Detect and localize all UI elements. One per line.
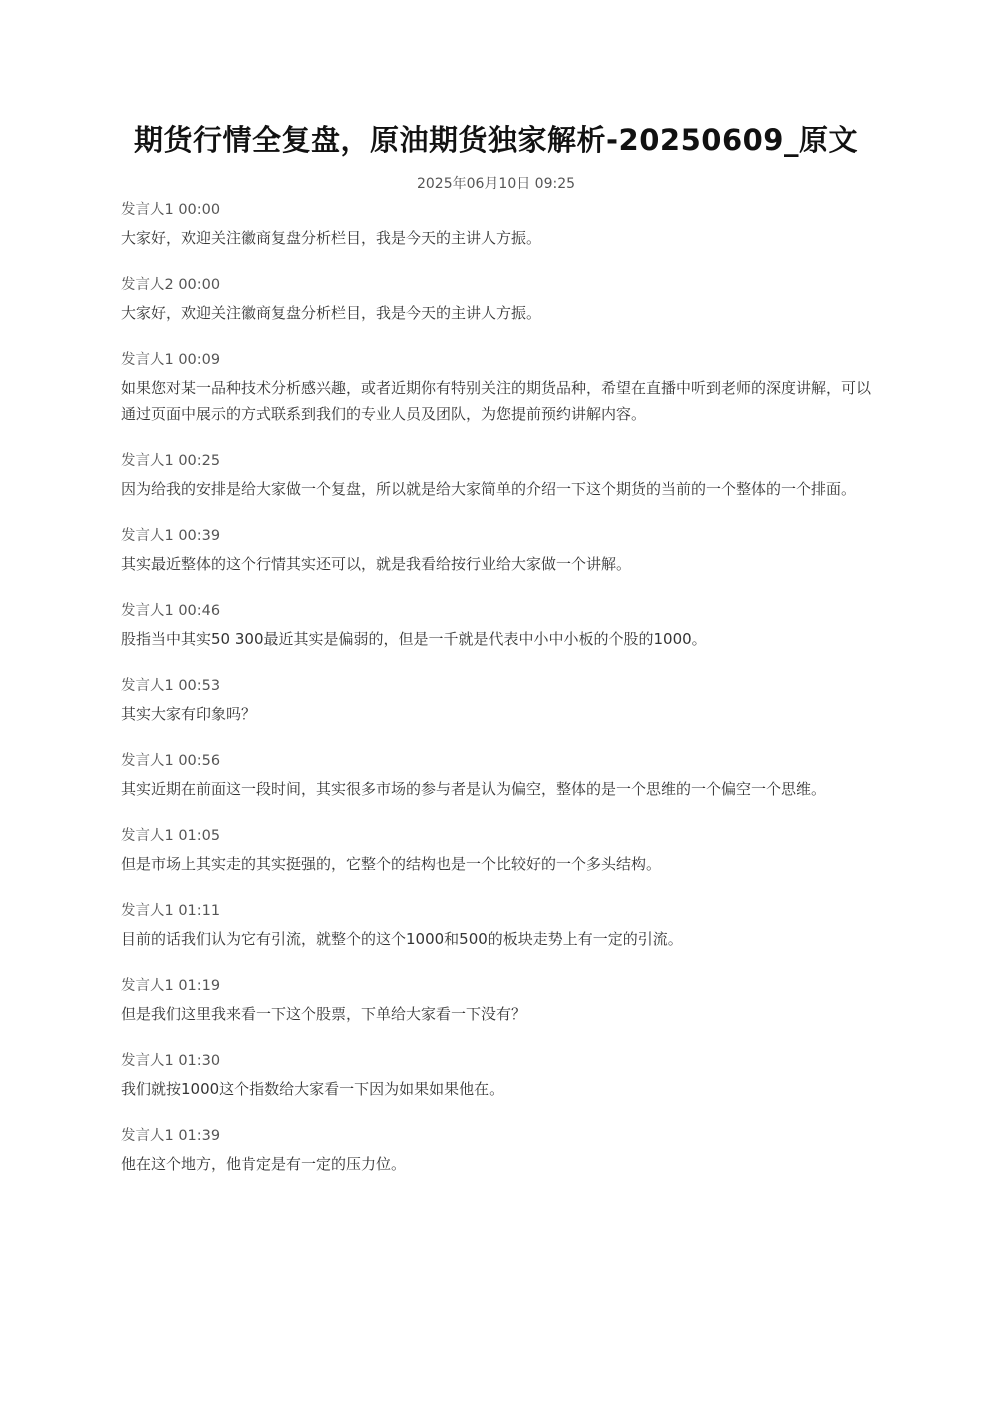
utterance-text: 其实最近整体的这个行情其实还可以，就是我看给按行业给大家做一个讲解。 (121, 555, 632, 573)
utterance-text: 但是市场上其实走的其实挺强的，它整个的结构也是一个比较好的一个多头结构。 (121, 855, 662, 873)
speaker-timestamp: 发言人1 00:53 (121, 678, 221, 694)
transcript-entry (121, 450, 873, 502)
utterance-text: 他在这个地方，他肯定是有一定的压力位。 (121, 1155, 407, 1173)
transcript-entry (121, 975, 873, 1027)
transcript (121, 199, 873, 1200)
transcript-entry (121, 1050, 873, 1102)
utterance-text: 因为给我的安排是给大家做一个复盘，所以就是给大家简单的介绍一下这个期货的当前的一个整体的一个排面。 (121, 480, 857, 498)
transcript-entry (121, 900, 873, 952)
utterance-text: 我们就按1000这个指数给大家看一下因为如果如果他在。 (121, 1080, 505, 1098)
utterance-text: 如果您对某一品种技术分析感兴趣，或者近期你有特别关注的期货品种，希望在直播中听到老师的深度讲解，可以通过页面中展示的方式联系到我们的专业人员及团队，为您提前预约讲解内容。 (121, 379, 872, 423)
speaker-timestamp: 发言人1 00:39 (121, 528, 221, 544)
transcript-entry (121, 525, 873, 577)
utterance-text: 大家好，欢迎关注徽商复盘分析栏目，我是今天的主讲人方振。 (121, 304, 542, 322)
speaker-timestamp: 发言人1 00:00 (121, 202, 221, 218)
transcript-entry (121, 825, 873, 877)
speaker-timestamp: 发言人1 01:39 (121, 1128, 221, 1144)
speaker-timestamp: 发言人1 00:46 (121, 603, 221, 619)
speaker-timestamp: 发言人1 01:11 (121, 903, 221, 919)
transcript-entry (121, 199, 873, 251)
utterance-text: 其实近期在前面这一段时间，其实很多市场的参与者是认为偏空，整体的是一个思维的一个偏空一个思维。 (121, 780, 827, 798)
speaker-timestamp: 发言人1 01:19 (121, 978, 221, 994)
utterance-text: 其实大家有印象吗？ (121, 705, 257, 723)
transcript-entry (121, 349, 873, 427)
utterance-text: 但是我们这里我来看一下这个股票，下单给大家看一下没有？ (121, 1005, 527, 1023)
transcript-entry (121, 600, 873, 652)
utterance-text: 大家好，欢迎关注徽商复盘分析栏目，我是今天的主讲人方振。 (121, 229, 542, 247)
speaker-timestamp: 发言人1 00:56 (121, 753, 221, 769)
transcript-entry (121, 750, 873, 802)
transcript-entry (121, 1125, 873, 1177)
document-datetime: 2025年06月10日 09:25 (416, 176, 576, 192)
speaker-timestamp: 发言人2 00:00 (121, 277, 221, 293)
speaker-timestamp: 发言人1 00:25 (121, 453, 221, 469)
speaker-timestamp: 发言人1 01:05 (121, 828, 221, 844)
transcript-entry (121, 274, 873, 326)
speaker-timestamp: 发言人1 00:09 (121, 352, 221, 368)
utterance-text: 目前的话我们认为它有引流，就整个的这个1000和500的板块走势上有一定的引流。 (121, 930, 683, 948)
transcript-entry (121, 675, 873, 727)
utterance-text: 股指当中其实50 300最近其实是偏弱的，但是一千就是代表中小中小板的个股的1000。 (121, 630, 707, 648)
document-title: 期货行情全复盘，原油期货独家解析-20250609_原文 (134, 123, 858, 157)
speaker-timestamp: 发言人1 01:30 (121, 1053, 221, 1069)
